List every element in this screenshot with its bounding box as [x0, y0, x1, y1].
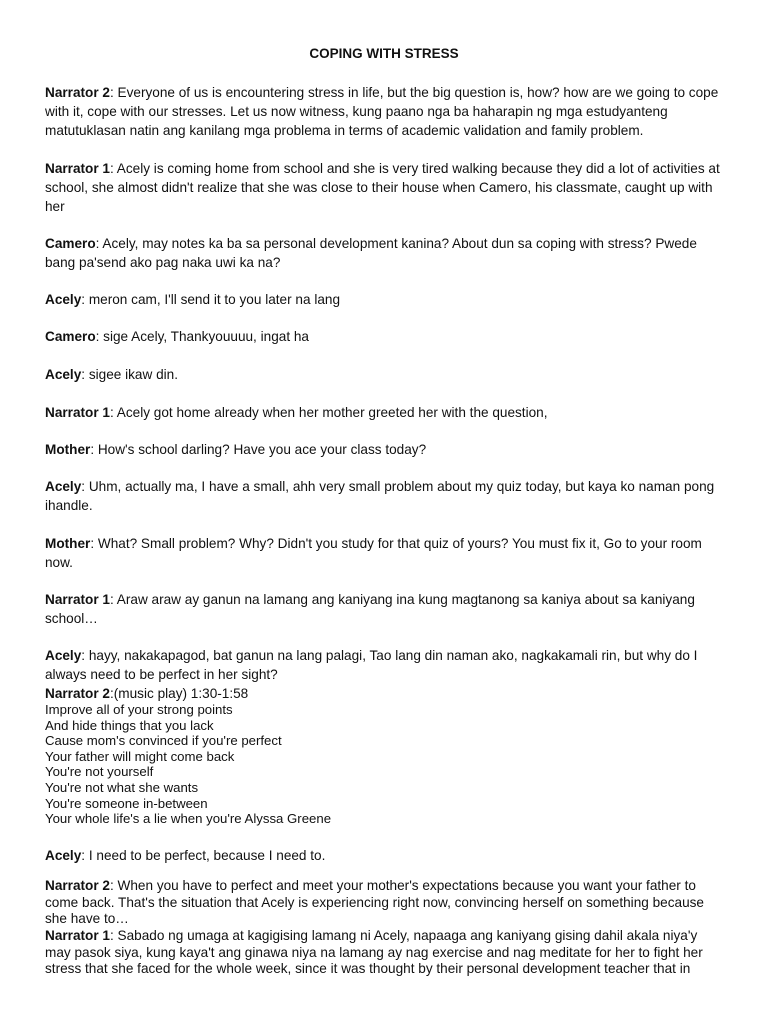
paragraph — [45, 440, 725, 459]
speaker-name: Narrator 2 — [45, 686, 110, 701]
speaker-name: Acely — [45, 848, 82, 863]
speaker-name: Acely — [45, 479, 82, 494]
dialogue-text: : sigee ikaw din. — [81, 367, 178, 382]
dialogue-text: : sige Acely, Thankyouuuu, ingat ha — [95, 329, 309, 344]
speaker-name: Narrator 1 — [45, 928, 110, 943]
lyric-line: Cause mom's convinced if you're perfect — [45, 733, 282, 749]
speaker-name: Mother — [45, 536, 91, 551]
speaker-name: Narrator 1 — [45, 405, 110, 420]
dialogue-text: : Everyone of us is encountering stress in life, but the big question is, how? how are we going to cope with it, cope with our stresses. Let us now witness, kung paano nga ba haharapin ng mga estudyanteng matutuklasan natin ang kanilang mga problema in terms of academic validation and family problem. — [45, 85, 719, 138]
paragraph — [45, 477, 725, 515]
paragraph — [45, 878, 725, 928]
paragraph — [45, 646, 725, 684]
speaker-name: Camero — [45, 236, 96, 251]
lyric-line: Improve all of your strong points — [45, 702, 233, 717]
speaker-name: Narrator 1 — [45, 592, 110, 607]
lyric-line: You're not what she wants — [45, 779, 199, 795]
paragraph — [45, 846, 725, 865]
speaker-name: Narrator 2 — [45, 85, 110, 100]
dialogue-text: : When you have to perfect and meet your mother's expectations because you want your father to come back. That's the situation that Acely is experiencing right now, convincing herself on something because she have to… — [45, 878, 704, 926]
speaker-name: Acely — [45, 367, 82, 382]
lyric-line: You're someone in-between — [45, 795, 208, 811]
speaker-name: Camero — [45, 329, 96, 344]
lyric-line: And hide things that you lack — [45, 717, 214, 733]
dialogue-text: : What? Small problem? Why? Didn't you study for that quiz of yours? You must fix it, Go to your room now. — [45, 536, 702, 570]
document-title: COPING WITH STRESS — [309, 46, 459, 61]
paragraph — [45, 83, 725, 140]
paragraph — [45, 590, 725, 628]
dialogue-text: : Acely, may notes ka ba sa personal development kanina? About dun sa coping with stress? Pwede bang pa'send ako pag naka uwi ka na? — [45, 236, 697, 270]
speaker-name: Mother — [45, 442, 91, 457]
song-lyrics — [45, 702, 725, 827]
dialogue-text: : Uhm, actually ma, I have a small, ahh very small problem about my quiz today, but kaya ko naman pong ihandle. — [45, 479, 715, 513]
lyric-line: You're not yourself — [45, 764, 154, 780]
speaker-name: Narrator 1 — [45, 161, 110, 176]
paragraph — [45, 365, 725, 384]
dialogue-text: : Acely is coming home from school and she is very tired walking because they did a lot of activities at school, she almost didn't realize that she was close to their house when Camero, his classmate, caught up with her — [45, 161, 720, 214]
lyric-line: Your father will might come back — [45, 748, 235, 764]
dialogue-text: : Araw araw ay ganun na lamang ang kaniyang ina kung magtanong sa kaniya about sa kaniyang school… — [45, 592, 695, 626]
paragraph — [45, 928, 725, 978]
paragraph — [45, 327, 725, 346]
dialogue-text: :(music play) 1:30-1:58 — [109, 686, 249, 701]
paragraph — [45, 403, 725, 422]
lyric-line: Your whole life's a lie when you're Alyssa Greene — [45, 811, 332, 827]
paragraph — [45, 290, 725, 309]
speaker-name: Narrator 2 — [45, 878, 110, 893]
paragraph — [45, 159, 725, 216]
dialogue-text: : meron cam, I'll send it to you later na lang — [81, 292, 341, 307]
speaker-name: Acely — [45, 648, 82, 663]
paragraph — [45, 234, 725, 272]
dialogue-text: : Acely got home already when her mother greeted her with the question, — [109, 405, 548, 420]
dialogue-text: : I need to be perfect, because I need to. — [81, 848, 326, 863]
dialogue-text: : Sabado ng umaga at kagigising lamang ni Acely, napaaga ang kaniyang gising dahil akala niya'y may pasok siya, kung kaya't ang ginawa niya na lamang ay nag exercise and nag meditate for her to fight her stress that she faced for the whole week, since it was thought by their personal development teacher that in — [45, 928, 703, 976]
dialogue-text: : hayy, nakakapagod, bat ganun na lang palagi, Tao lang din naman ako, nagkakamali rin, but why do I always need to be perfect in her sight? — [45, 648, 698, 682]
dialogue-text: : How's school darling? Have you ace your class today? — [90, 442, 427, 457]
speaker-name: Acely — [45, 292, 82, 307]
paragraph — [45, 534, 725, 572]
paragraph — [45, 684, 725, 703]
